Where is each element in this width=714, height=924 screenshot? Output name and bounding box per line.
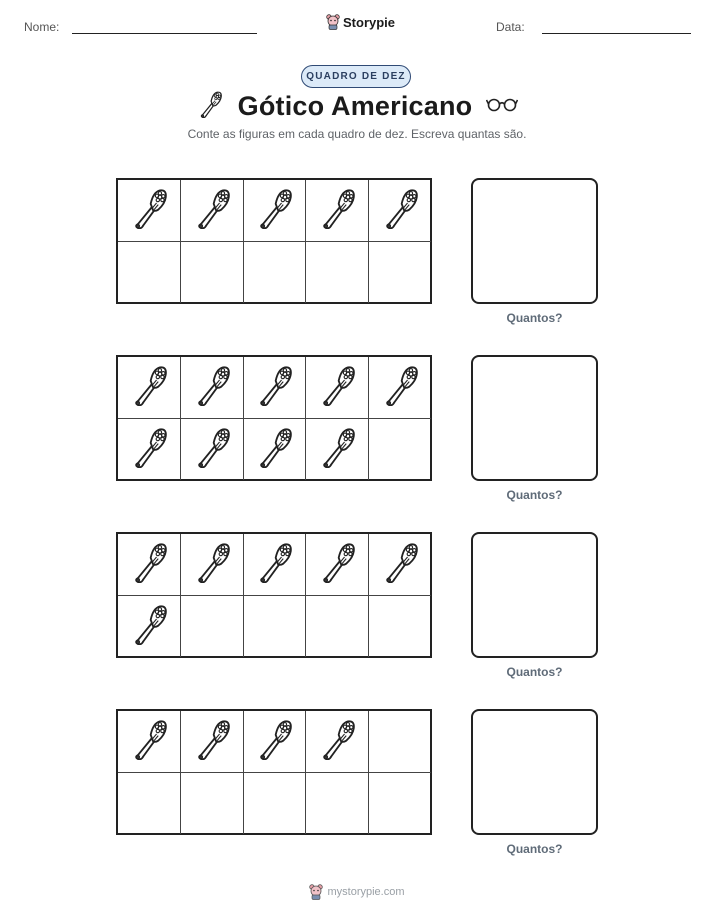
safety-pin-icon	[316, 718, 358, 765]
eyeglasses-icon	[486, 95, 518, 118]
safety-pin-icon	[128, 718, 170, 765]
ten-frame-cell	[368, 772, 431, 834]
ten-frame-cell	[181, 418, 244, 480]
ten-frame-cell	[118, 772, 181, 834]
ten-frame-cell	[181, 595, 244, 657]
bear-icon	[326, 14, 340, 30]
instructions: Conte as figuras em cada quadro de dez. Escreva quantas são.	[187, 127, 527, 141]
ten-frame	[116, 532, 432, 658]
quantos-label: Quantos?	[506, 488, 563, 502]
date-line[interactable]	[542, 33, 691, 34]
ten-frame-cell	[243, 180, 306, 242]
ten-frame-cell	[306, 418, 369, 480]
ten-frame-cell	[243, 241, 306, 303]
safety-pin-icon	[316, 541, 358, 588]
ten-frame-cell	[118, 711, 181, 773]
ten-frame-cell	[306, 534, 369, 596]
ten-frame-cell	[306, 772, 369, 834]
ten-frame-cell	[368, 534, 431, 596]
storypie-logo	[326, 14, 395, 30]
ten-frame-cell	[243, 595, 306, 657]
brand-name: Storypie	[343, 14, 396, 30]
ten-frame-cell	[306, 595, 369, 657]
ten-frame-cell	[243, 534, 306, 596]
ten-frame-cell	[243, 772, 306, 834]
safety-pin-icon	[253, 187, 295, 234]
ten-frame-cell	[118, 180, 181, 242]
ten-frame-cell	[368, 595, 431, 657]
ten-frame-cell	[181, 180, 244, 242]
page-title: Gótico Americano	[237, 91, 473, 121]
ten-frame-cell	[306, 357, 369, 419]
worksheet-type-badge: QUADRO DE DEZ	[301, 65, 411, 88]
quantos-label: Quantos?	[506, 311, 563, 325]
ten-frame-cell	[368, 241, 431, 303]
answer-box[interactable]	[471, 532, 598, 658]
answer-box[interactable]	[471, 355, 598, 481]
ten-frame-cell	[181, 711, 244, 773]
safety-pin-icon	[128, 364, 170, 411]
safety-pin-icon	[316, 364, 358, 411]
ten-frame	[116, 178, 432, 304]
ten-frame-cell	[368, 357, 431, 419]
ten-frame-cell	[243, 711, 306, 773]
ten-frame-cell	[118, 357, 181, 419]
safety-pin-icon	[253, 426, 295, 473]
date-label: Data:	[496, 20, 525, 34]
ten-frame-cell	[306, 180, 369, 242]
safety-pin-icon	[128, 426, 170, 473]
safety-pin-icon	[128, 187, 170, 234]
ten-frame-cell	[368, 711, 431, 773]
ten-frame	[116, 355, 432, 481]
safety-pin-icon	[196, 90, 224, 123]
safety-pin-icon	[379, 541, 421, 588]
safety-pin-icon	[191, 718, 233, 765]
safety-pin-icon	[191, 426, 233, 473]
safety-pin-icon	[128, 603, 170, 650]
footer	[0, 884, 714, 900]
ten-frame-cell	[306, 711, 369, 773]
ten-frame-cell	[243, 357, 306, 419]
safety-pin-icon	[191, 187, 233, 234]
ten-frame-cell	[118, 241, 181, 303]
safety-pin-icon	[379, 364, 421, 411]
ten-frame-cell	[181, 534, 244, 596]
ten-frame-cell	[181, 241, 244, 303]
ten-frame-cell	[118, 418, 181, 480]
safety-pin-icon	[191, 364, 233, 411]
ten-frame-cell	[243, 418, 306, 480]
quantos-label: Quantos?	[506, 665, 563, 679]
safety-pin-icon	[379, 187, 421, 234]
safety-pin-icon	[128, 541, 170, 588]
answer-box[interactable]	[471, 709, 598, 835]
quantos-label: Quantos?	[506, 842, 563, 856]
safety-pin-icon	[316, 187, 358, 234]
safety-pin-icon	[253, 541, 295, 588]
ten-frame-cell	[118, 595, 181, 657]
ten-frame	[116, 709, 432, 835]
safety-pin-icon	[191, 541, 233, 588]
answer-box[interactable]	[471, 178, 598, 304]
ten-frame-cell	[181, 772, 244, 834]
name-label: Nome:	[24, 20, 60, 34]
footer-url: mystorypie.com	[327, 886, 405, 898]
safety-pin-icon	[253, 364, 295, 411]
ten-frame-cell	[181, 357, 244, 419]
safety-pin-icon	[316, 426, 358, 473]
ten-frame-cell	[368, 180, 431, 242]
ten-frame-cell	[118, 534, 181, 596]
title-row	[0, 90, 714, 123]
ten-frame-cell	[306, 241, 369, 303]
bear-icon	[309, 884, 323, 900]
name-line[interactable]	[72, 33, 257, 34]
ten-frame-cell	[368, 418, 431, 480]
safety-pin-icon	[253, 718, 295, 765]
